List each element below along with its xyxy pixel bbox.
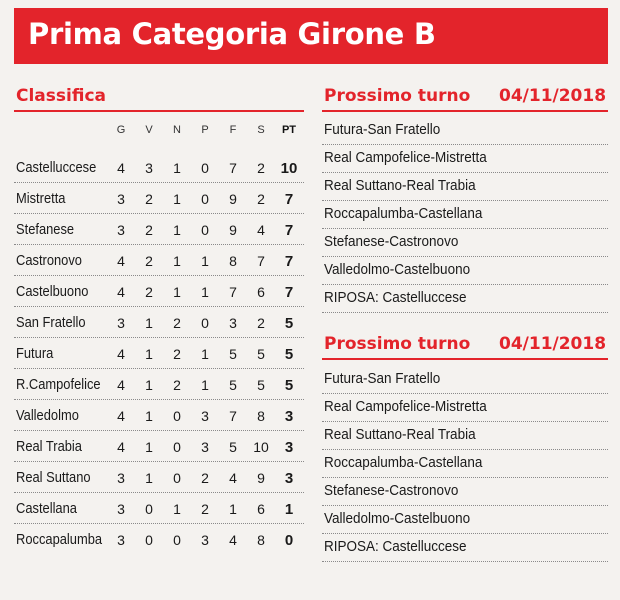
team-name: Castelluccese <box>16 159 97 176</box>
stat-pt: 7 <box>284 284 294 301</box>
fixture-text: Roccapalumba-Castellana <box>324 205 483 222</box>
fixture-text: RIPOSA: Castelluccese <box>324 538 467 555</box>
col-header-f: F <box>229 124 237 136</box>
list-item <box>322 478 608 506</box>
stat-p: 1 <box>201 253 209 269</box>
stat-pt: 7 <box>284 191 294 208</box>
team-name: Castellana <box>16 500 77 517</box>
stat-p: 0 <box>201 315 209 331</box>
stat-s: 6 <box>257 284 265 300</box>
stat-f: 3 <box>229 315 237 331</box>
table-row <box>14 494 304 524</box>
stat-s: 4 <box>257 222 265 238</box>
page-title: Prima Categoria Girone B <box>28 17 436 51</box>
stat-g: 4 <box>117 284 125 300</box>
stat-pt: 5 <box>284 315 294 332</box>
next-round-date: 04/11/2018 <box>499 86 607 106</box>
stat-n: 0 <box>173 408 181 424</box>
stat-p: 2 <box>201 470 209 486</box>
stat-g: 3 <box>117 222 125 238</box>
stat-s: 8 <box>257 408 265 424</box>
stat-v: 1 <box>145 470 153 486</box>
stat-pt: 5 <box>284 377 294 394</box>
row-divider <box>14 461 304 462</box>
row-divider <box>14 368 304 369</box>
col-header-g: G <box>116 124 126 136</box>
stat-p: 2 <box>201 501 209 517</box>
stat-pt: 3 <box>284 470 294 487</box>
team-name: Stefanese <box>16 221 75 238</box>
stat-s: 2 <box>257 315 265 331</box>
stat-s: 6 <box>257 501 265 517</box>
next-round-date: 04/11/2018 <box>499 334 607 354</box>
stat-f: 4 <box>229 470 237 486</box>
stat-g: 3 <box>117 501 125 517</box>
stat-s: 9 <box>257 470 265 486</box>
row-divider <box>14 275 304 276</box>
next-round-divider <box>322 358 608 360</box>
fixture-text: Real Campofelice-Mistretta <box>324 398 487 415</box>
table-row <box>14 153 304 183</box>
stat-n: 1 <box>173 191 181 207</box>
list-item <box>322 506 608 534</box>
standings-title: Classifica <box>16 86 106 106</box>
row-divider <box>14 430 304 431</box>
table-row <box>14 525 304 555</box>
row-divider <box>14 244 304 245</box>
stat-n: 0 <box>173 439 181 455</box>
stat-n: 0 <box>173 470 181 486</box>
stat-n: 2 <box>173 315 181 331</box>
stat-v: 1 <box>145 408 153 424</box>
stat-n: 2 <box>173 377 181 393</box>
list-item <box>322 229 608 257</box>
stat-p: 3 <box>201 439 209 455</box>
team-name: R.Campofelice <box>16 376 101 393</box>
stat-p: 1 <box>201 346 209 362</box>
col-header-p: P <box>201 124 209 136</box>
stat-g: 4 <box>117 408 125 424</box>
stat-g: 4 <box>117 439 125 455</box>
row-divider <box>322 312 608 313</box>
stat-pt: 3 <box>284 408 294 425</box>
stat-f: 7 <box>229 160 237 176</box>
fixture-text: Futura-San Fratello <box>324 121 441 138</box>
stat-f: 5 <box>229 439 237 455</box>
stat-pt: 7 <box>284 253 294 270</box>
stat-pt: 3 <box>284 439 294 456</box>
col-header-s: S <box>257 124 265 136</box>
stat-g: 3 <box>117 315 125 331</box>
list-item <box>322 201 608 229</box>
list-item <box>322 285 608 313</box>
stat-n: 1 <box>173 253 181 269</box>
list-item <box>322 117 608 145</box>
stat-f: 9 <box>229 222 237 238</box>
stat-p: 1 <box>201 284 209 300</box>
list-item <box>322 422 608 450</box>
stat-pt: 7 <box>284 222 294 239</box>
stat-f: 5 <box>229 377 237 393</box>
team-name: Futura <box>16 345 54 362</box>
fixture-text: Real Campofelice-Mistretta <box>324 149 487 166</box>
row-divider <box>14 306 304 307</box>
stat-v: 1 <box>145 377 153 393</box>
fixture-text: Futura-San Fratello <box>324 370 441 387</box>
stat-f: 4 <box>229 532 237 548</box>
header-banner <box>14 8 608 64</box>
stat-p: 0 <box>201 222 209 238</box>
table-row <box>14 215 304 245</box>
table-row <box>14 339 304 369</box>
stat-v: 2 <box>145 284 153 300</box>
stat-s: 2 <box>257 160 265 176</box>
standings-divider <box>14 110 304 112</box>
fixture-text: RIPOSA: Castelluccese <box>324 289 467 306</box>
list-item <box>322 450 608 478</box>
fixture-text: Stefanese-Castronovo <box>324 482 459 499</box>
stat-p: 3 <box>201 532 209 548</box>
stat-pt: 1 <box>284 501 294 518</box>
next-round-title: Prossimo turno <box>324 86 471 106</box>
team-name: Mistretta <box>16 190 66 207</box>
table-row <box>14 432 304 462</box>
team-name: Roccapalumba <box>16 531 103 548</box>
stat-s: 5 <box>257 346 265 362</box>
table-row <box>14 401 304 431</box>
stat-v: 2 <box>145 253 153 269</box>
row-divider <box>14 492 304 493</box>
stat-n: 2 <box>173 346 181 362</box>
stat-f: 7 <box>229 408 237 424</box>
stat-f: 7 <box>229 284 237 300</box>
table-row <box>14 277 304 307</box>
list-item <box>322 145 608 173</box>
stat-v: 1 <box>145 439 153 455</box>
stat-p: 3 <box>201 408 209 424</box>
stat-g: 3 <box>117 191 125 207</box>
stat-v: 0 <box>145 532 153 548</box>
stat-s: 7 <box>257 253 265 269</box>
list-item <box>322 534 608 562</box>
stat-g: 4 <box>117 160 125 176</box>
stat-p: 0 <box>201 191 209 207</box>
fixture-text: Valledolmo-Castelbuono <box>324 261 471 278</box>
fixture-text: Valledolmo-Castelbuono <box>324 510 471 527</box>
stat-s: 8 <box>257 532 265 548</box>
stat-v: 2 <box>145 222 153 238</box>
col-header-n: N <box>173 124 181 136</box>
stat-pt: 0 <box>284 532 294 549</box>
stat-v: 0 <box>145 501 153 517</box>
table-row <box>14 184 304 214</box>
team-name: San Fratello <box>16 314 86 331</box>
stat-s: 5 <box>257 377 265 393</box>
list-item <box>322 257 608 285</box>
col-header-v: V <box>145 124 153 136</box>
stat-s: 10 <box>253 439 269 455</box>
stat-f: 5 <box>229 346 237 362</box>
fixture-text: Stefanese-Castronovo <box>324 233 459 250</box>
next-round-title: Prossimo turno <box>324 334 471 354</box>
stat-g: 4 <box>117 377 125 393</box>
stat-v: 1 <box>145 346 153 362</box>
table-row <box>14 463 304 493</box>
stat-g: 3 <box>117 532 125 548</box>
list-item <box>322 366 608 394</box>
row-divider <box>14 213 304 214</box>
team-name: Castronovo <box>16 252 82 269</box>
fixture-text: Real Suttano-Real Trabia <box>324 177 476 194</box>
next-round-divider <box>322 110 608 112</box>
stat-n: 1 <box>173 501 181 517</box>
table-row <box>14 246 304 276</box>
stat-g: 4 <box>117 253 125 269</box>
stat-s: 2 <box>257 191 265 207</box>
team-name: Valledolmo <box>16 407 79 424</box>
team-name: Real Trabia <box>16 438 82 455</box>
team-name: Castelbuono <box>16 283 89 300</box>
stat-n: 1 <box>173 160 181 176</box>
row-divider <box>14 399 304 400</box>
stat-f: 1 <box>229 501 237 517</box>
stat-v: 3 <box>145 160 153 176</box>
list-item <box>322 394 608 422</box>
stat-f: 8 <box>229 253 237 269</box>
stat-pt: 10 <box>280 160 298 177</box>
row-divider <box>14 523 304 524</box>
fixture-text: Real Suttano-Real Trabia <box>324 426 476 443</box>
stat-n: 0 <box>173 532 181 548</box>
row-divider <box>322 561 608 562</box>
table-row <box>14 370 304 400</box>
col-header-pt: PT <box>281 124 297 136</box>
stat-v: 1 <box>145 315 153 331</box>
stat-g: 3 <box>117 470 125 486</box>
stat-pt: 5 <box>284 346 294 363</box>
stat-p: 1 <box>201 377 209 393</box>
list-item <box>322 173 608 201</box>
row-divider <box>14 182 304 183</box>
stat-v: 2 <box>145 191 153 207</box>
table-row <box>14 308 304 338</box>
stat-n: 1 <box>173 284 181 300</box>
stat-n: 1 <box>173 222 181 238</box>
stat-f: 9 <box>229 191 237 207</box>
row-divider <box>14 337 304 338</box>
stat-g: 4 <box>117 346 125 362</box>
team-name: Real Suttano <box>16 469 91 486</box>
fixture-text: Roccapalumba-Castellana <box>324 454 483 471</box>
stat-p: 0 <box>201 160 209 176</box>
